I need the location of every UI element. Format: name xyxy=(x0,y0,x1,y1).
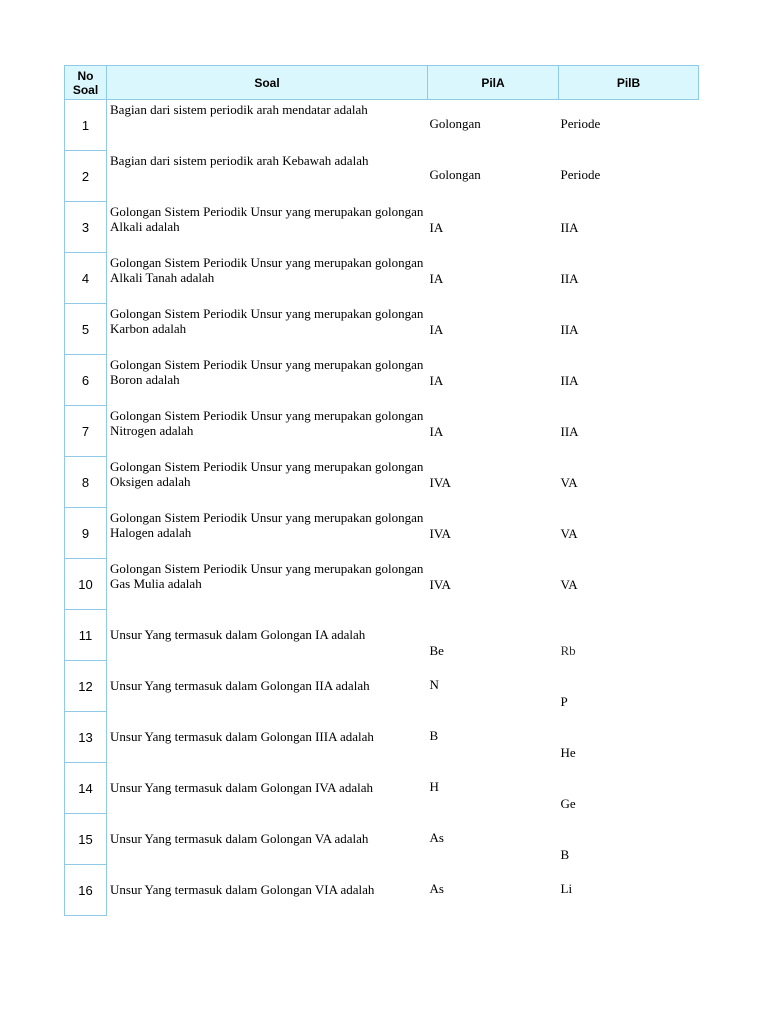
soal-text: Golongan Sistem Periodik Unsur yang merupakan golongan Boron adalah xyxy=(110,356,424,387)
cell-soal[interactable] xyxy=(107,100,428,151)
soal-text: Golongan Sistem Periodik Unsur yang merupakan golongan Alkali Tanah adalah xyxy=(110,254,424,285)
pila-text: IA xyxy=(429,219,444,235)
cell-pila[interactable] xyxy=(428,559,559,610)
header-pilb: PilB xyxy=(559,66,699,100)
cell-soal[interactable] xyxy=(107,457,428,508)
cell-no[interactable]: 1 xyxy=(65,100,107,151)
pila-text: As xyxy=(429,880,444,896)
header-row xyxy=(65,66,699,100)
table-row xyxy=(65,406,699,457)
table-row xyxy=(65,304,699,355)
table-body xyxy=(65,100,699,916)
cell-soal[interactable] xyxy=(107,151,428,202)
soal-text: Unsur Yang termasuk dalam Golongan VIA adalah xyxy=(110,881,375,897)
soal-text: Golongan Sistem Periodik Unsur yang merupakan golongan Oksigen adalah xyxy=(110,458,424,489)
pilb-text: Periode xyxy=(560,166,601,182)
pilb-text: B xyxy=(560,846,570,862)
soal-text: Unsur Yang termasuk dalam Golongan IIIA adalah xyxy=(110,728,374,744)
pila-text: IA xyxy=(429,423,444,439)
cell-no[interactable]: 12 xyxy=(65,661,107,712)
pila-text: IA xyxy=(429,270,444,286)
cell-soal[interactable] xyxy=(107,202,428,253)
cell-pilb[interactable] xyxy=(559,814,699,865)
header-soal: Soal xyxy=(107,66,428,100)
cell-pilb[interactable] xyxy=(559,151,699,202)
table-row xyxy=(65,661,699,712)
cell-no[interactable]: 5 xyxy=(65,304,107,355)
pilb-text: IIA xyxy=(560,270,579,286)
pila-text: N xyxy=(429,676,439,692)
soal-text: Unsur Yang termasuk dalam Golongan IIA adalah xyxy=(110,677,370,693)
cell-pilb[interactable] xyxy=(559,865,699,916)
pila-text: Be xyxy=(429,642,444,658)
table-row xyxy=(65,763,699,814)
pilb-text: Periode xyxy=(560,116,601,131)
pilb-text: Rb xyxy=(560,642,576,658)
cell-soal[interactable] xyxy=(107,355,428,406)
cell-pila[interactable] xyxy=(428,661,559,712)
cell-soal[interactable] xyxy=(107,865,428,916)
pilb-text: IIA xyxy=(560,423,579,439)
cell-pila[interactable] xyxy=(428,712,559,763)
cell-no[interactable]: 6 xyxy=(65,355,107,406)
pila-text: IVA xyxy=(429,576,451,592)
cell-soal[interactable] xyxy=(107,253,428,304)
pilb-text: IIA xyxy=(560,321,579,337)
cell-no[interactable]: 14 xyxy=(65,763,107,814)
table-row xyxy=(65,355,699,406)
table-row xyxy=(65,100,699,151)
cell-pila[interactable] xyxy=(428,814,559,865)
cell-soal[interactable] xyxy=(107,304,428,355)
cell-no[interactable]: 15 xyxy=(65,814,107,865)
cell-pila[interactable] xyxy=(428,865,559,916)
cell-no[interactable]: 13 xyxy=(65,712,107,763)
pilb-text: Li xyxy=(560,880,573,896)
soal-text: Golongan Sistem Periodik Unsur yang merupakan golongan Halogen adalah xyxy=(110,509,424,540)
cell-pilb[interactable] xyxy=(559,304,699,355)
pila-text: IA xyxy=(429,372,444,388)
cell-pila[interactable] xyxy=(428,304,559,355)
cell-pilb[interactable] xyxy=(559,661,699,712)
table-row xyxy=(65,712,699,763)
cell-no[interactable]: 3 xyxy=(65,202,107,253)
cell-soal[interactable] xyxy=(107,712,428,763)
cell-no[interactable]: 11 xyxy=(65,610,107,661)
cell-pilb[interactable] xyxy=(559,559,699,610)
table-row xyxy=(65,508,699,559)
table-row xyxy=(65,151,699,202)
cell-pilb[interactable] xyxy=(559,763,699,814)
cell-pila[interactable] xyxy=(428,253,559,304)
cell-soal[interactable] xyxy=(107,763,428,814)
pila-text: H xyxy=(429,778,439,794)
soal-text: Golongan Sistem Periodik Unsur yang merupakan golongan Karbon adalah xyxy=(110,305,424,336)
cell-soal[interactable] xyxy=(107,559,428,610)
pila-text: IA xyxy=(429,321,444,337)
cell-pila[interactable] xyxy=(428,508,559,559)
table-header xyxy=(65,66,699,100)
cell-soal[interactable] xyxy=(107,661,428,712)
soal-text: Golongan Sistem Periodik Unsur yang merupakan golongan Nitrogen adalah xyxy=(110,407,424,438)
soal-text: Bagian dari sistem periodik arah mendatar adalah xyxy=(110,102,368,117)
question-table xyxy=(64,65,699,916)
table-row xyxy=(65,457,699,508)
cell-pilb[interactable] xyxy=(559,457,699,508)
pilb-text: VA xyxy=(560,474,578,490)
cell-pilb[interactable] xyxy=(559,202,699,253)
soal-text: Golongan Sistem Periodik Unsur yang merupakan golongan Gas Mulia adalah xyxy=(110,560,424,591)
cell-no[interactable]: 10 xyxy=(65,559,107,610)
cell-pila[interactable] xyxy=(428,202,559,253)
cell-no[interactable]: 4 xyxy=(65,253,107,304)
header-no: No Soal xyxy=(65,66,107,100)
pilb-text: He xyxy=(560,744,576,760)
cell-pila[interactable] xyxy=(428,406,559,457)
cell-soal[interactable] xyxy=(107,610,428,661)
table-row xyxy=(65,814,699,865)
cell-no[interactable]: 9 xyxy=(65,508,107,559)
cell-no[interactable]: 16 xyxy=(65,865,107,916)
table-row xyxy=(65,253,699,304)
table-row xyxy=(65,610,699,661)
cell-pila[interactable] xyxy=(428,355,559,406)
soal-text: Golongan Sistem Periodik Unsur yang merupakan golongan Alkali adalah xyxy=(110,203,424,234)
soal-text: Unsur Yang termasuk dalam Golongan VA adalah xyxy=(110,830,369,846)
soal-text: Bagian dari sistem periodik arah Kebawah adalah xyxy=(110,152,369,168)
table-row xyxy=(65,559,699,610)
cell-no[interactable]: 2 xyxy=(65,151,107,202)
pila-text: As xyxy=(429,829,444,845)
pila-text: IVA xyxy=(429,474,451,490)
pila-text: B xyxy=(429,727,439,743)
cell-pila[interactable] xyxy=(428,610,559,661)
cell-pilb[interactable] xyxy=(559,100,699,151)
cell-pila[interactable] xyxy=(428,100,559,151)
pila-text: Golongan xyxy=(429,116,481,131)
table-row xyxy=(65,865,699,916)
pila-text: Golongan xyxy=(429,166,481,182)
pilb-text: Ge xyxy=(560,795,576,811)
pilb-text: IIA xyxy=(560,372,579,388)
cell-pilb[interactable] xyxy=(559,610,699,661)
cell-pila[interactable] xyxy=(428,457,559,508)
cell-soal[interactable] xyxy=(107,814,428,865)
soal-text: Unsur Yang termasuk dalam Golongan IA adalah xyxy=(110,626,366,642)
cell-pilb[interactable] xyxy=(559,712,699,763)
cell-soal[interactable] xyxy=(107,508,428,559)
pila-text: IVA xyxy=(429,525,451,541)
cell-pilb[interactable] xyxy=(559,253,699,304)
cell-soal[interactable] xyxy=(107,406,428,457)
cell-no[interactable]: 8 xyxy=(65,457,107,508)
pilb-text: IIA xyxy=(560,219,579,235)
pilb-text: VA xyxy=(560,525,578,541)
cell-pila[interactable] xyxy=(428,151,559,202)
cell-no[interactable]: 7 xyxy=(65,406,107,457)
pilb-text: P xyxy=(560,693,568,709)
header-pila: PilA xyxy=(428,66,559,100)
table-row xyxy=(65,202,699,253)
cell-pila[interactable] xyxy=(428,763,559,814)
cell-pilb[interactable] xyxy=(559,406,699,457)
pilb-text: VA xyxy=(560,576,578,592)
cell-pilb[interactable] xyxy=(559,355,699,406)
soal-text: Unsur Yang termasuk dalam Golongan IVA adalah xyxy=(110,779,373,795)
cell-pilb[interactable] xyxy=(559,508,699,559)
